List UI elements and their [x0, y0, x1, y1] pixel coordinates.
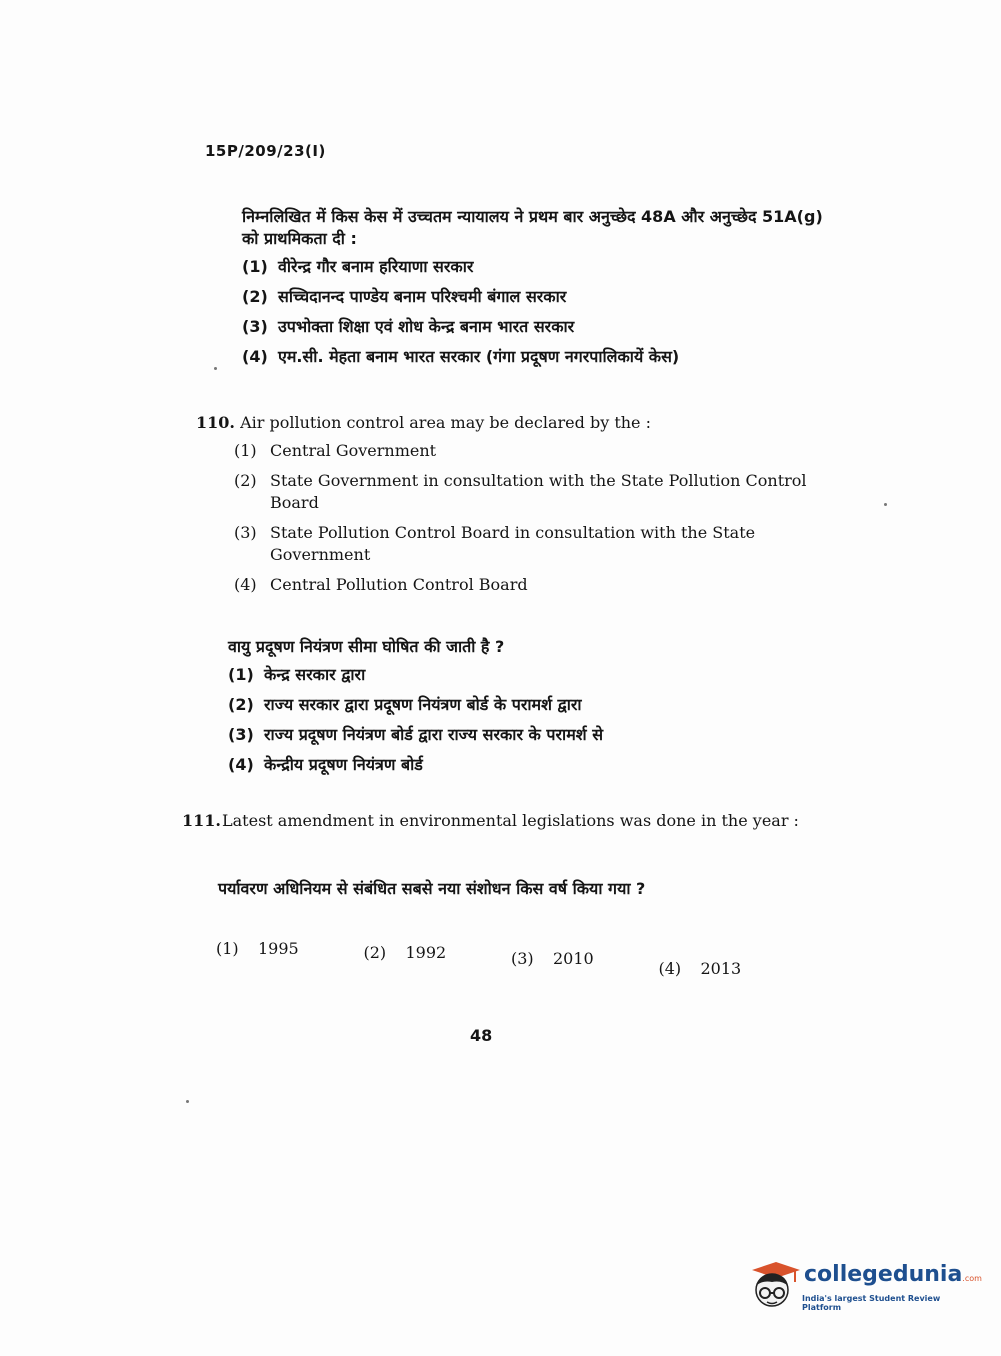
- option-text: 2010: [553, 949, 594, 968]
- option-number: (1): [234, 441, 257, 460]
- option-text: State Government in consultation with the State Pollution Control Board: [270, 471, 807, 512]
- option-number: (2): [242, 287, 268, 306]
- option-2: [228, 694, 768, 716]
- question-stem-text: Latest amendment in environmental legislations was done in the year :: [222, 811, 799, 830]
- page-number: 48: [470, 1026, 493, 1045]
- option-3: [511, 938, 659, 980]
- question-111-options: [216, 938, 806, 980]
- option-number: (3): [511, 949, 534, 968]
- option-text: केन्द्रीय प्रदूषण नियंत्रण बोर्ड: [264, 755, 423, 774]
- question-110-hindi: [228, 636, 768, 784]
- question-stem-hindi: निम्नलिखित में किस केस में उच्चतम न्यायालय ने प्रथम बार अनुच्छेद 48A और अनुच्छेद 51A(g) को प्राथमिकता दी :: [242, 207, 823, 248]
- option-4: [234, 574, 821, 596]
- option-3: [242, 316, 832, 338]
- collegedunia-logo: [742, 1256, 982, 1312]
- option-number: (1): [216, 939, 239, 958]
- option-text: एम.सी. मेहता बनाम भारत सरकार (गंगा प्रदूषण नगरपालिकायें केस): [278, 347, 680, 366]
- option-number: (3): [242, 317, 268, 336]
- option-text: Central Pollution Control Board: [270, 575, 528, 594]
- option-number: (3): [234, 523, 257, 542]
- option-number: (1): [242, 257, 268, 276]
- scan-speck: [884, 503, 887, 506]
- option-3: [228, 724, 768, 746]
- paper-code: 15P/209/23(I): [205, 142, 326, 160]
- question-110-english: [196, 412, 821, 604]
- question-stem-hindi: वायु प्रदूषण नियंत्रण सीमा घोषित की जाती है ?: [228, 637, 505, 656]
- logo-brand-text: collegedunia: [804, 1262, 963, 1287]
- question-stem: [196, 412, 821, 434]
- option-text: केन्द्र सरकार द्वारा: [264, 665, 366, 684]
- option-text: 1992: [405, 943, 447, 962]
- option-1: [228, 664, 768, 686]
- option-number: (2): [234, 471, 257, 490]
- option-2: [234, 470, 821, 514]
- option-text: State Pollution Control Board in consultation with the State Government: [270, 523, 756, 564]
- logo-tagline: India's largest Student Review Platform: [802, 1294, 941, 1312]
- logo-brand-suffix: .com: [962, 1274, 982, 1283]
- option-text: Central Government: [270, 441, 437, 460]
- option-number: (2): [228, 695, 254, 714]
- option-2: [364, 938, 512, 980]
- option-1: [242, 256, 832, 278]
- question-111-hindi: [218, 878, 808, 906]
- option-text: सच्चिदानन्द पाण्डेय बनाम परिश्चमी बंगाल सरकार: [278, 287, 567, 306]
- option-1: [234, 440, 821, 462]
- question-stem-hindi: पर्यावरण अधिनियम से संबंधित सबसे नया संशोधन किस वर्ष किया गया ?: [218, 879, 646, 898]
- option-text: 1995: [258, 939, 299, 958]
- logo-brand: [804, 1262, 982, 1287]
- option-3: [234, 522, 821, 566]
- question-number: 110.: [196, 413, 235, 432]
- option-2: [242, 286, 832, 308]
- option-number: (4): [242, 347, 268, 366]
- scan-speck: [214, 367, 217, 370]
- option-number: (2): [363, 943, 387, 962]
- option-number: (4): [228, 755, 254, 774]
- scan-speck: [186, 1100, 189, 1103]
- option-text: राज्य प्रदूषण नियंत्रण बोर्ड द्वारा राज्य सरकार के परामर्श से: [264, 725, 604, 744]
- question-number: 111.: [182, 811, 221, 830]
- option-text: उपभोक्ता शिक्षा एवं शोध केन्द्र बनाम भारत सरकार: [278, 317, 575, 336]
- option-text: 2013: [700, 959, 742, 978]
- option-text: वीरेन्द्र गौर बनाम हरियाणा सरकार: [278, 257, 474, 276]
- option-4: [659, 938, 807, 980]
- mascot-icon: [742, 1256, 802, 1312]
- question-109-hindi: [242, 206, 832, 376]
- option-1: [216, 938, 364, 980]
- question-stem-text: Air pollution control area may be declared by the :: [240, 413, 651, 432]
- option-4: [242, 346, 832, 368]
- option-number: (4): [658, 959, 682, 978]
- option-number: (3): [228, 725, 254, 744]
- question-111-english: [182, 810, 802, 832]
- option-number: (1): [228, 665, 254, 684]
- option-number: (4): [234, 575, 257, 594]
- option-4: [228, 754, 768, 776]
- option-text: राज्य सरकार द्वारा प्रदूषण नियंत्रण बोर्ड के परामर्श द्वारा: [264, 695, 582, 714]
